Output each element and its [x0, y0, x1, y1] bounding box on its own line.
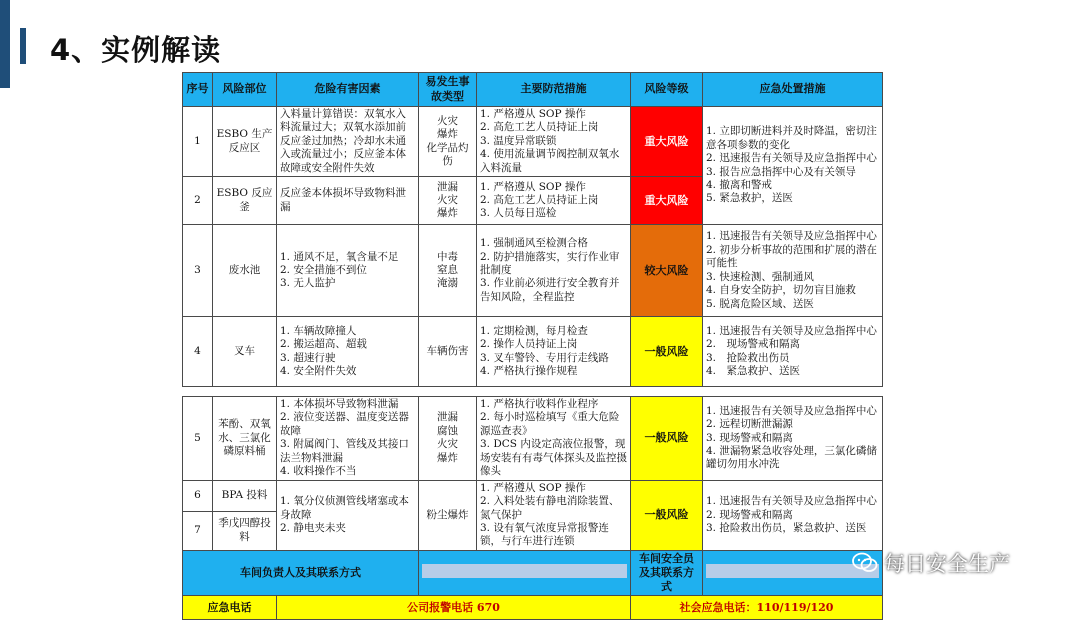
row-response: 1. 立即切断进料并及时降温，密切注意各项参数的变化 2. 迅速报告有关领导及应急指挥中心 3. 报告应急指挥中心及有关领导 4. 撤离和警戒 5. 紧急救护，送医 [703, 107, 883, 225]
company-alarm-phone: 公司报警电话 670 [277, 596, 631, 620]
page-title: 4、实例解读 [50, 33, 222, 67]
redacted-contact [422, 564, 627, 578]
table-row [183, 317, 883, 387]
row-accident: 车辆伤害 [419, 317, 477, 387]
row-no: 3 [183, 225, 213, 317]
row-accident: 泄漏 火灾 爆炸 [419, 177, 477, 225]
risk-level-badge: 重大风险 [631, 177, 703, 225]
row-accident: 泄漏 腐蚀 火灾 爆炸 [419, 397, 477, 481]
table-row [183, 107, 883, 177]
risk-level-badge: 一般风险 [631, 317, 703, 387]
risk-level-badge: 一般风险 [631, 397, 703, 481]
row-place: 叉车 [213, 317, 277, 387]
table-row [183, 480, 883, 511]
row-no: 5 [183, 397, 213, 481]
risk-table-top [182, 72, 883, 387]
row-place: ESBO 生产反应区 [213, 107, 277, 177]
emergency-phone-label: 应急电话 [183, 596, 277, 620]
row-response: 1. 迅速报告有关领导及应急指挥中心 2. 初步分析事故的范围和扩展的潜在可能性 3. 快速检测、强制通风 4. 自身安全防护，切勿盲目施救 5. 脱离危险区域、送医 [703, 225, 883, 317]
table-header-row [183, 73, 883, 107]
header-hazards: 危险有害因素 [277, 73, 419, 107]
row-place: ESBO 反应釜 [213, 177, 277, 225]
header-accident: 易发生事故类型 [419, 73, 477, 107]
row-hazards: 1. 氧分仪侦测管线堵塞或本身故障 2. 静电夹未夹 [277, 480, 419, 550]
row-accident: 中毒 窒息 淹溺 [419, 225, 477, 317]
watermark-text: 每日安全生产 [884, 552, 1010, 576]
row-place: 废水池 [213, 225, 277, 317]
risk-table-bottom [182, 396, 883, 620]
row-measures: 1. 严格遵从 SOP 操作 2. 入料处装有静电消除装置、氮气保护 3. 设有氧气浓度异常报警连锁，与行车进行连锁 [477, 480, 631, 550]
row-hazards: 1. 通风不足，氧含量不足 2. 安全措施不到位 3. 无人监护 [277, 225, 419, 317]
row-measures: 1. 严格遵从 SOP 操作 2. 高危工艺人员持证上岗 3. 人员每日巡检 [477, 177, 631, 225]
manager-contact-value [419, 550, 631, 595]
row-no: 7 [183, 511, 213, 550]
risk-level-badge: 较大风险 [631, 225, 703, 317]
row-measures: 1. 强制通风至检测合格 2. 防护措施落实，实行作业审批制度 3. 作业前必须进行安全教育并告知风险，全程监控 [477, 225, 631, 317]
row-hazards: 1. 车辆故障撞人 2. 搬运超高、超载 3. 超速行驶 4. 安全附件失效 [277, 317, 419, 387]
header-response: 应急处置措施 [703, 73, 883, 107]
row-measures: 1. 定期检测，每月检查 2. 操作人员持证上岗 3. 叉车警铃、专用行走线路 4. 严格执行操作规程 [477, 317, 631, 387]
risk-level-badge: 重大风险 [631, 107, 703, 177]
row-accident: 火灾 爆炸 化学品灼伤 [419, 107, 477, 177]
safety-officer-label: 车间安全员及其联系方式 [631, 550, 703, 595]
table-row [183, 225, 883, 317]
row-measures: 1. 严格遵从 SOP 操作 2. 高危工艺人员持证上岗 3. 温度异常联锁 4. 使用流量调节阀控制双氧水入料流量 [477, 107, 631, 177]
row-no: 6 [183, 480, 213, 511]
row-measures: 1. 严格执行收料作业程序 2. 每小时巡检填写《重大危险源巡查表》 3. DCS 内设定高液位报警，现场安装有有毒气体探头及监控摄像头 [477, 397, 631, 481]
row-no: 4 [183, 317, 213, 387]
row-response: 1. 迅速报告有关领导及应急指挥中心 2. 现场警戒和隔离 3. 抢险救出伤员 4. 紧急救护、送医 [703, 317, 883, 387]
manager-contact-label: 车间负责人及其联系方式 [183, 550, 419, 595]
wechat-icon [852, 552, 878, 574]
header-measures: 主要防范措施 [477, 73, 631, 107]
row-hazards: 1. 本体损坏导致物料泄漏 2. 液位变送器、温度变送器故障 3. 附属阀门、管线及其接口法兰物料泄漏 4. 收料操作不当 [277, 397, 419, 481]
risk-level-badge: 一般风险 [631, 480, 703, 550]
footer-contact-row [183, 550, 883, 595]
accent-bar [0, 0, 10, 88]
row-no: 2 [183, 177, 213, 225]
row-accident: 粉尘爆炸 [419, 480, 477, 550]
header-level: 风险等级 [631, 73, 703, 107]
header-no: 序号 [183, 73, 213, 107]
header-place: 风险部位 [213, 73, 277, 107]
row-place: BPA 投料 [213, 480, 277, 511]
row-hazards: 入料量计算错误：双氧水入料流量过大；双氧水添加前反应釜过加热；冷却水未通入或流量过小；反应釜本体故障或安全附件失效 [277, 107, 419, 177]
table-row [183, 397, 883, 481]
row-response: 1. 迅速报告有关领导及应急指挥中心 2. 远程切断泄漏源 3. 现场警戒和隔离 4. 泄漏物紧急收容处理，三氯化磷储罐切勿用水冲洗 [703, 397, 883, 481]
row-place: 苯酚、双氧水、三氯化磷原料桶 [213, 397, 277, 481]
row-hazards: 反应釜本体损坏导致物料泄漏 [277, 177, 419, 225]
watermark [852, 548, 1010, 578]
accent-bar-secondary [20, 28, 26, 64]
public-emergency-phone: 社会应急电话：110/119/120 [631, 596, 883, 620]
row-place: 季戊四醇投料 [213, 511, 277, 550]
row-no: 1 [183, 107, 213, 177]
row-response: 1. 迅速报告有关领导及应急指挥中心 2. 现场警戒和隔离 3. 抢险救出伤员，紧急救护、送医 [703, 480, 883, 550]
